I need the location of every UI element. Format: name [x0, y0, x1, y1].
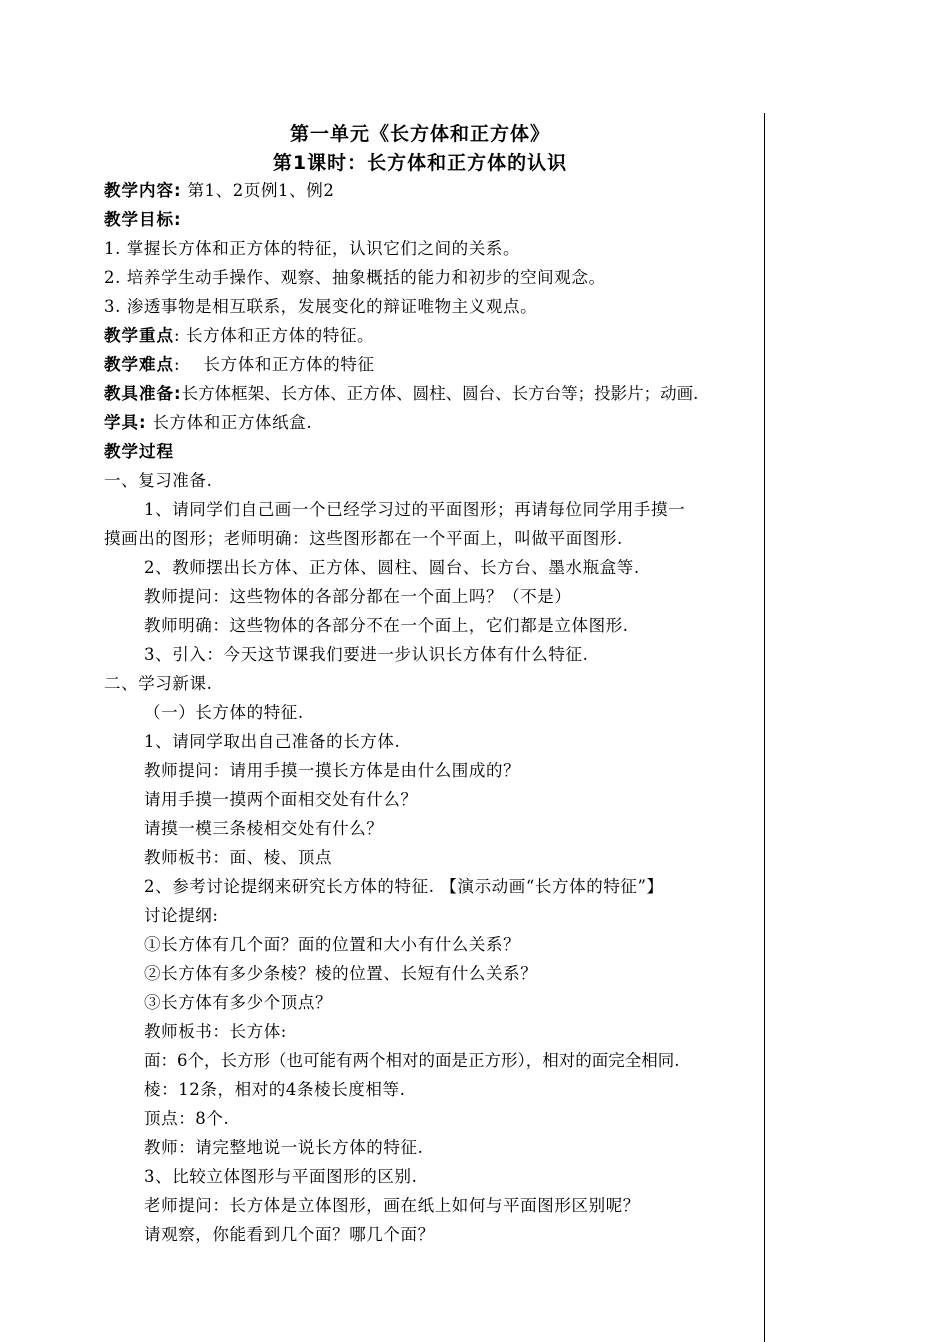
key-text: : 长方体和正方体的特征。 — [174, 326, 375, 345]
content-label: 教学内容: — [104, 181, 182, 200]
process-line: ③长方体有多少个顶点？ — [144, 993, 333, 1012]
goal-item: 1. 掌握长方体和正方体的特征，认识它们之间的关系。 — [104, 239, 521, 258]
difficulty-row — [104, 350, 754, 379]
process-line: 2、参考讨论提纲来研究长方体的特征. 【演示动画“长方体的特征”】 — [144, 877, 664, 896]
process-line: 请用手摸一摸两个面相交处有什么？ — [144, 790, 418, 809]
process-line: 请摸一模三条棱相交处有什么？ — [144, 819, 384, 838]
process-line: 1、请同学们自己画一个已经学习过的平面图形；再请每位同学用手摸一 — [144, 500, 686, 519]
process-label: 教学过程 — [104, 442, 174, 461]
process-heading — [104, 437, 754, 466]
process-line: 顶点：8个. — [144, 1109, 230, 1128]
margin-rule — [764, 113, 765, 1342]
process-line: 请观察，你能看到几个面？哪几个面？ — [144, 1225, 435, 1244]
process-line: ①长方体有几个面？面的位置和大小有什么关系？ — [144, 935, 521, 954]
student-tools-row — [104, 408, 754, 437]
student-tools-text: 长方体和正方体纸盒. — [146, 413, 313, 432]
goals-heading — [104, 205, 754, 234]
process-line: 老师提问：长方体是立体图形，画在纸上如何与平面图形区别呢？ — [144, 1196, 640, 1215]
content-text: 第1、2页例1、例2 — [181, 181, 335, 200]
student-tools-label: 学具: — [104, 413, 147, 432]
goals-label: 教学目标: — [104, 210, 182, 229]
process-line: 3、引入：今天这节课我们要进一步认识长方体有什么特征. — [144, 645, 589, 664]
difficulty-label: 教学难点 — [104, 355, 174, 374]
tools-label: 教具准备: — [104, 384, 182, 403]
process-line: 教师明确：这些物体的各部分不在一个面上，它们都是立体图形. — [144, 616, 629, 635]
process-line: 2、教师摆出长方体、正方体、圆柱、圆台、长方台、墨水瓶盒等. — [144, 558, 640, 577]
section-heading-new: 二、学习新课. — [104, 674, 213, 693]
process-line: 棱：12条，相对的4条棱长度相等. — [144, 1080, 406, 1099]
goal-item: 3. 渗透事物是相互联系，发展变化的辩证唯物主义观点。 — [104, 297, 538, 316]
tools-row — [104, 379, 754, 408]
process-line: 摸画出的图形；老师明确：这些图形都在一个平面上，叫做平面图形. — [104, 529, 623, 548]
lesson-body — [104, 176, 754, 1249]
unit-title: 第一单元《长方体和正方体》 — [289, 123, 550, 145]
process-line: 教师板书：面、棱、顶点 — [144, 848, 333, 867]
process-line: （一）长方体的特征. — [144, 703, 304, 722]
process-line: 教师提问：这些物体的各部分都在一个面上吗？（不是） — [144, 587, 572, 606]
process-line: 1、请同学取出自己准备的长方体. — [144, 732, 401, 751]
difficulty-text: : 长方体和正方体的特征 — [174, 355, 375, 374]
lesson-title: 第1课时：长方体和正方体的认识 — [272, 152, 568, 174]
process-line: 教师：请完整地说一说长方体的特征. — [144, 1138, 424, 1157]
content-row — [104, 176, 754, 205]
goal-item: 2. 培养学生动手操作、观察、抽象概括的能力和初步的空间观念。 — [104, 268, 606, 287]
process-line: 3、比较立体图形与平面图形的区别. — [144, 1167, 418, 1186]
tools-text: 长方体框架、长方体、正方体、圆柱、圆台、长方台等；投影片；动画. — [181, 384, 699, 403]
process-line: 面：6个，长方形（也可能有两个相对的面是正方形），相对的面完全相同. — [144, 1051, 680, 1070]
key-row — [104, 321, 754, 350]
process-line: 教师板书：长方体: — [144, 1022, 287, 1041]
key-label: 教学重点 — [104, 326, 174, 345]
section-heading-review: 一、复习准备. — [104, 471, 213, 490]
process-line: ②长方体有多少条棱？棱的位置、长短有什么关系？ — [144, 964, 538, 983]
process-line: 讨论提纲: — [144, 906, 219, 925]
process-line: 教师提问：请用手摸一摸长方体是由什么围成的？ — [144, 761, 521, 780]
